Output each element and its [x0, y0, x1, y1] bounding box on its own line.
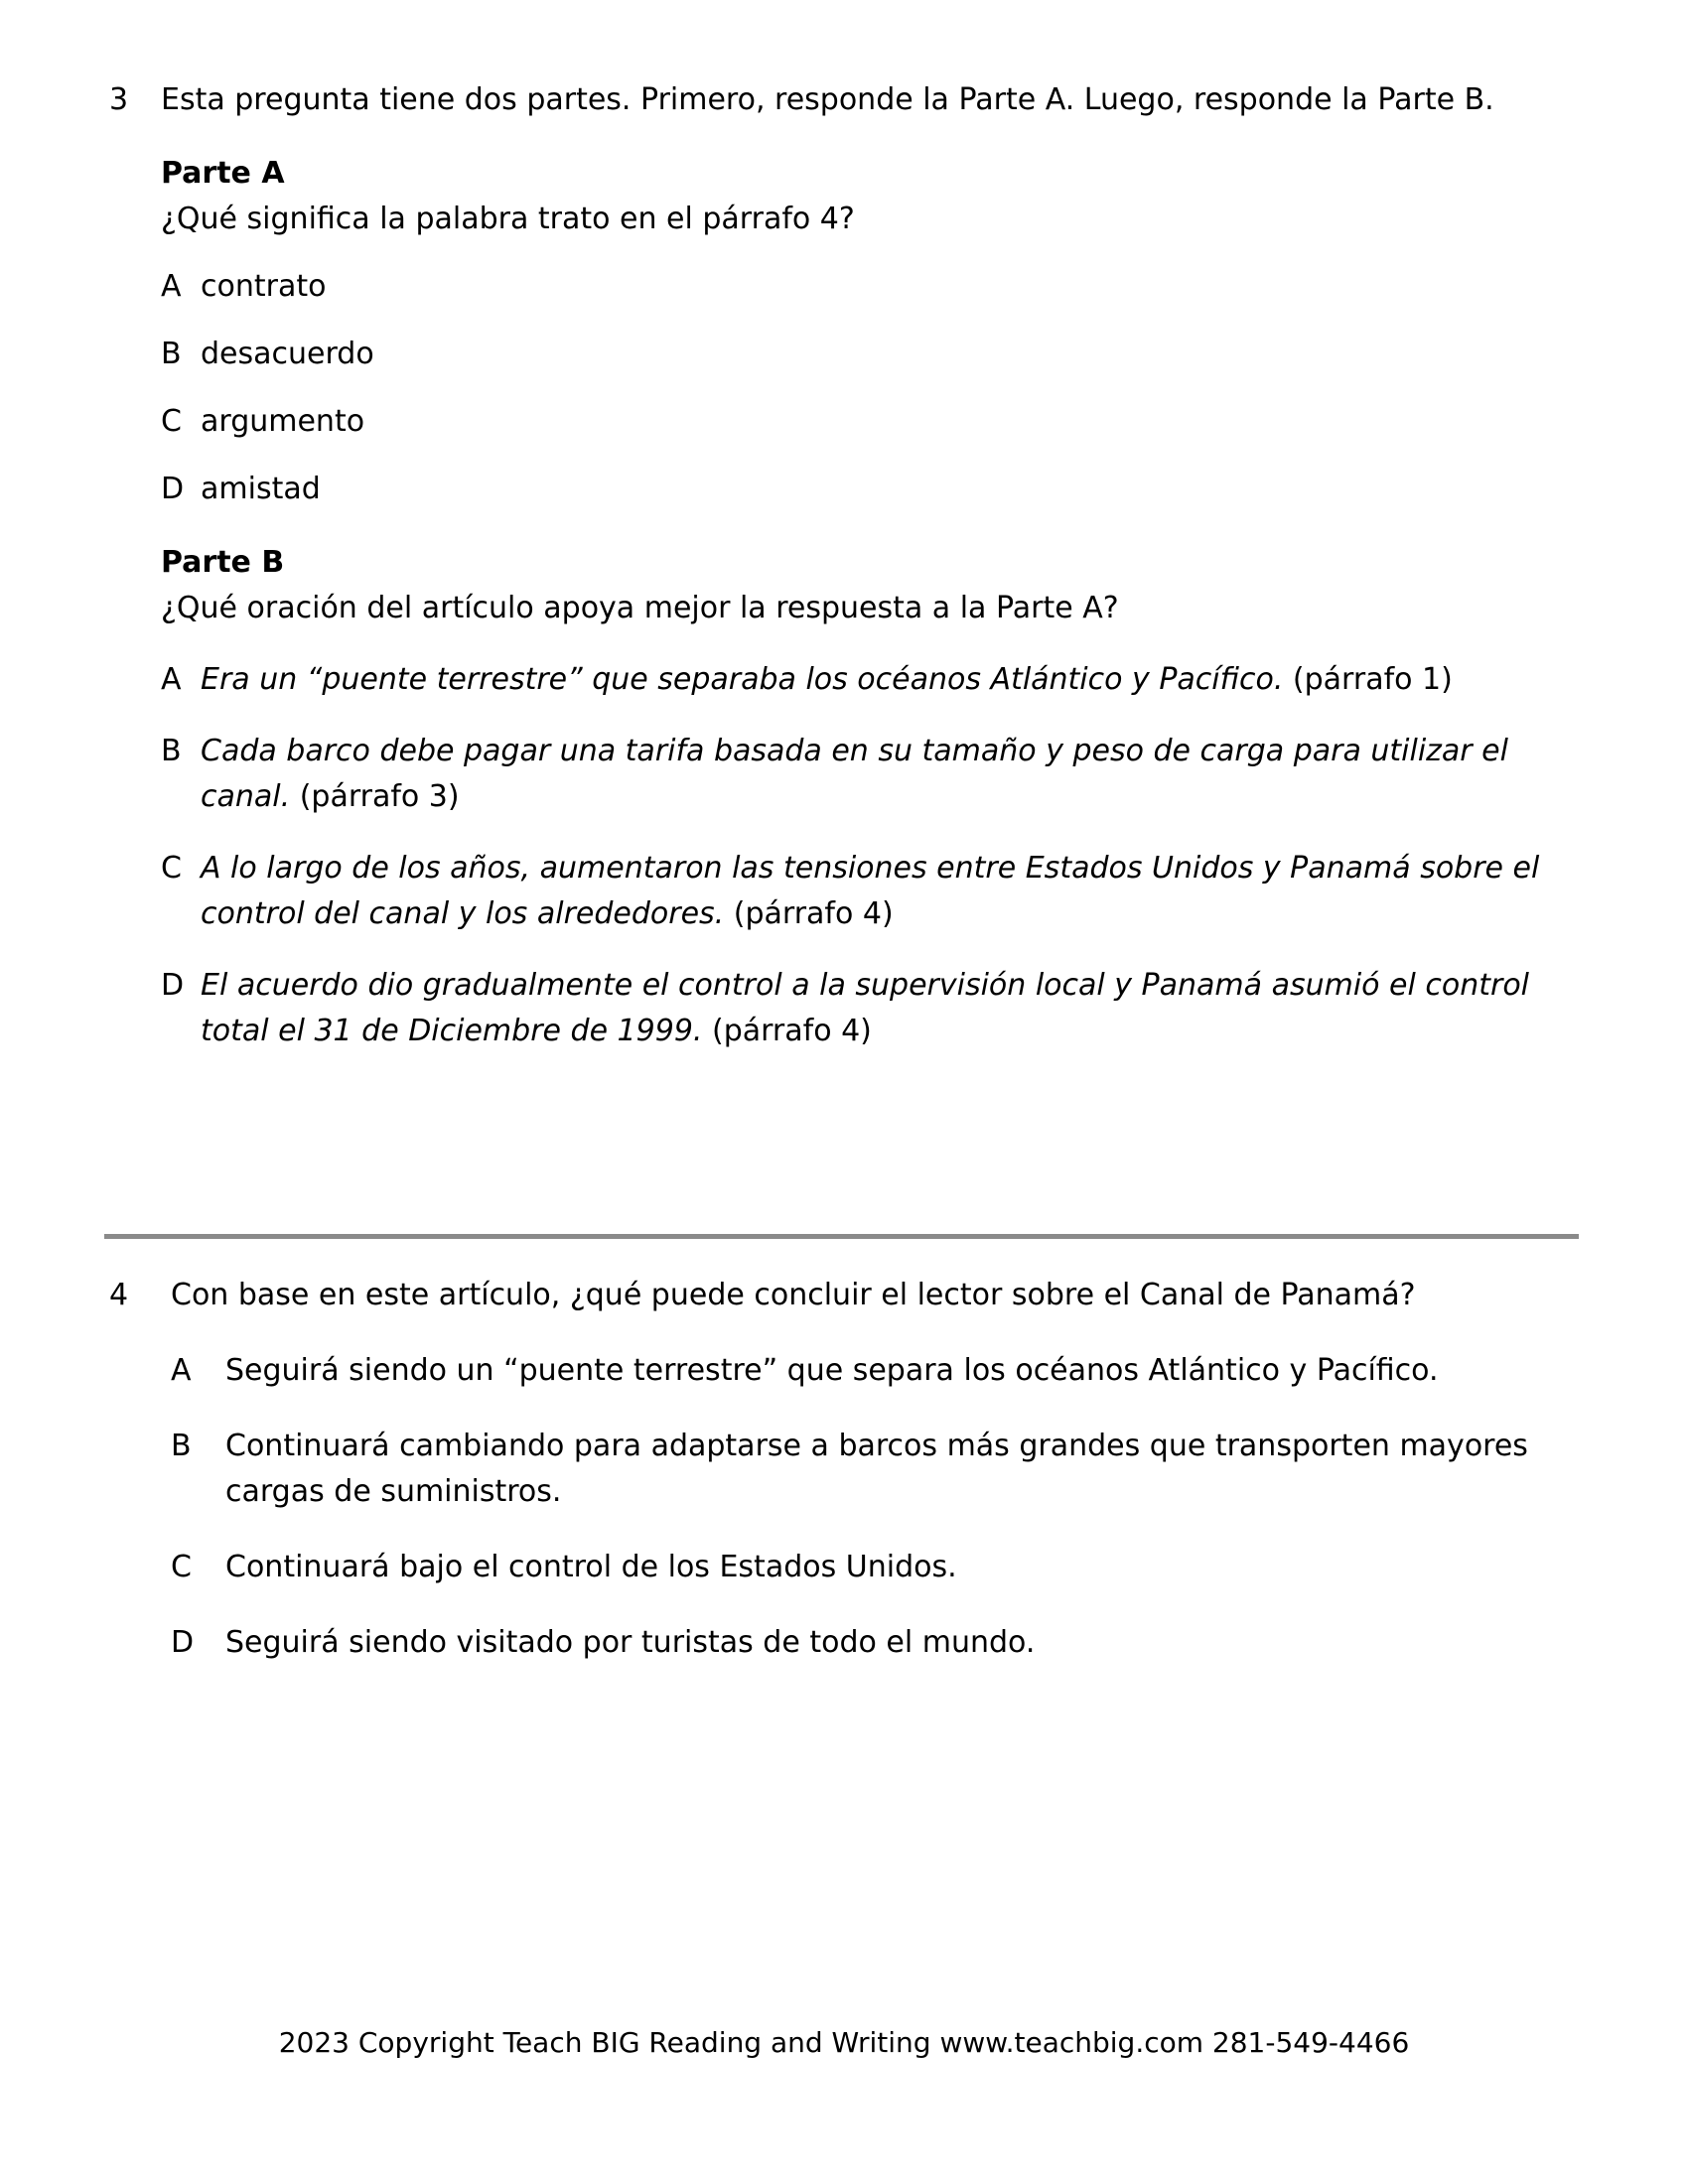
question-4-stem: Con base en este artículo, ¿qué puede concluir el lector sobre el Canal de Panamá? [171, 1278, 1416, 1312]
question-4-number: 4 [109, 1278, 129, 1312]
part-a-option-d[interactable] [161, 467, 1571, 512]
option-reference: (párrafo 4) [702, 1014, 872, 1048]
part-a-option-a[interactable] [161, 264, 1571, 310]
part-b-question: ¿Qué oración del artículo apoya mejor la respuesta a la Parte A? [161, 591, 1119, 625]
option-text: amistad [201, 472, 321, 506]
option-reference: (párrafo 1) [1283, 662, 1453, 697]
option-quote: A lo largo de los años, aumentaron las tensiones entre Estados Unidos y Panamá sobre el control del canal y los alrededores. [201, 851, 1540, 931]
question-3 [109, 77, 1579, 1054]
part-b-block [161, 540, 1571, 1054]
option-text: Seguirá siendo un “puente terrestre” que separa los océanos Atlántico y Pacífico. [225, 1353, 1439, 1388]
option-letter: B [171, 1429, 192, 1463]
option-letter: D [171, 1625, 195, 1660]
part-b-option-d[interactable] [161, 963, 1571, 1054]
page-footer: 2023 Copyright Teach BIG Reading and Writing www.teachbig.com 281-549-4466 [278, 2026, 1410, 2059]
option-letter: A [161, 662, 182, 697]
question-4-option-c[interactable] [171, 1545, 1579, 1590]
option-letter: C [161, 404, 182, 439]
part-a-option-c[interactable] [161, 399, 1571, 445]
part-a-question: ¿Qué significa la palabra trato en el párrafo 4? [161, 202, 855, 236]
option-quote: Era un “puente terrestre” que separaba los océanos Atlántico y Pacífico. [201, 662, 1284, 697]
option-letter: A [171, 1353, 192, 1388]
question-3-stem: Esta pregunta tiene dos partes. Primero, responde la Parte A. Luego, responde la Parte B. [161, 82, 1494, 117]
option-text [201, 657, 1571, 703]
question-3-header [109, 77, 1579, 123]
option-text: desacuerdo [201, 337, 374, 371]
option-reference: (párrafo 4) [724, 896, 894, 931]
option-letter: D [161, 968, 185, 1003]
question-4-header [109, 1273, 1579, 1318]
option-quote: Cada barco debe pagar una tarifa basada en su tamaño y peso de carga para utilizar el canal. [201, 734, 1508, 814]
question-4-option-d[interactable] [171, 1620, 1579, 1666]
option-letter: C [171, 1550, 192, 1584]
question-4-option-a[interactable] [171, 1348, 1579, 1394]
option-text: argumento [201, 404, 365, 439]
part-a-title: Parte A [161, 156, 285, 191]
part-a-option-b[interactable] [161, 332, 1571, 377]
part-b-option-b[interactable] [161, 729, 1571, 820]
part-b-title: Parte B [161, 545, 285, 580]
section-divider [104, 1234, 1579, 1239]
question-4 [109, 1273, 1579, 1666]
part-a-block [161, 151, 1571, 512]
question-3-number: 3 [109, 82, 129, 117]
part-b-option-c[interactable] [161, 846, 1571, 937]
option-text: Continuará bajo el control de los Estados Unidos. [225, 1550, 957, 1584]
option-letter: A [161, 269, 182, 304]
question-4-option-b[interactable] [171, 1424, 1579, 1515]
option-text: contrato [201, 269, 327, 304]
option-letter: D [161, 472, 185, 506]
option-text [201, 963, 1571, 1054]
option-quote: El acuerdo dio gradualmente el control a la supervisión local y Panamá asumió el control total el 31 de Diciembre de 1999. [201, 968, 1530, 1048]
option-letter: C [161, 851, 182, 886]
option-letter: B [161, 337, 182, 371]
option-text: Seguirá siendo visitado por turistas de todo el mundo. [225, 1625, 1036, 1660]
question-4-options [109, 1348, 1579, 1666]
part-a-options [161, 264, 1571, 512]
option-letter: B [161, 734, 182, 768]
option-text [201, 846, 1571, 937]
option-text: Continuará cambiando para adaptarse a barcos más grandes que transporten mayores cargas de suministros. [225, 1429, 1528, 1509]
option-text [201, 729, 1571, 820]
option-reference: (párrafo 3) [290, 779, 460, 814]
part-b-options [161, 657, 1571, 1054]
part-b-option-a[interactable] [161, 657, 1571, 703]
